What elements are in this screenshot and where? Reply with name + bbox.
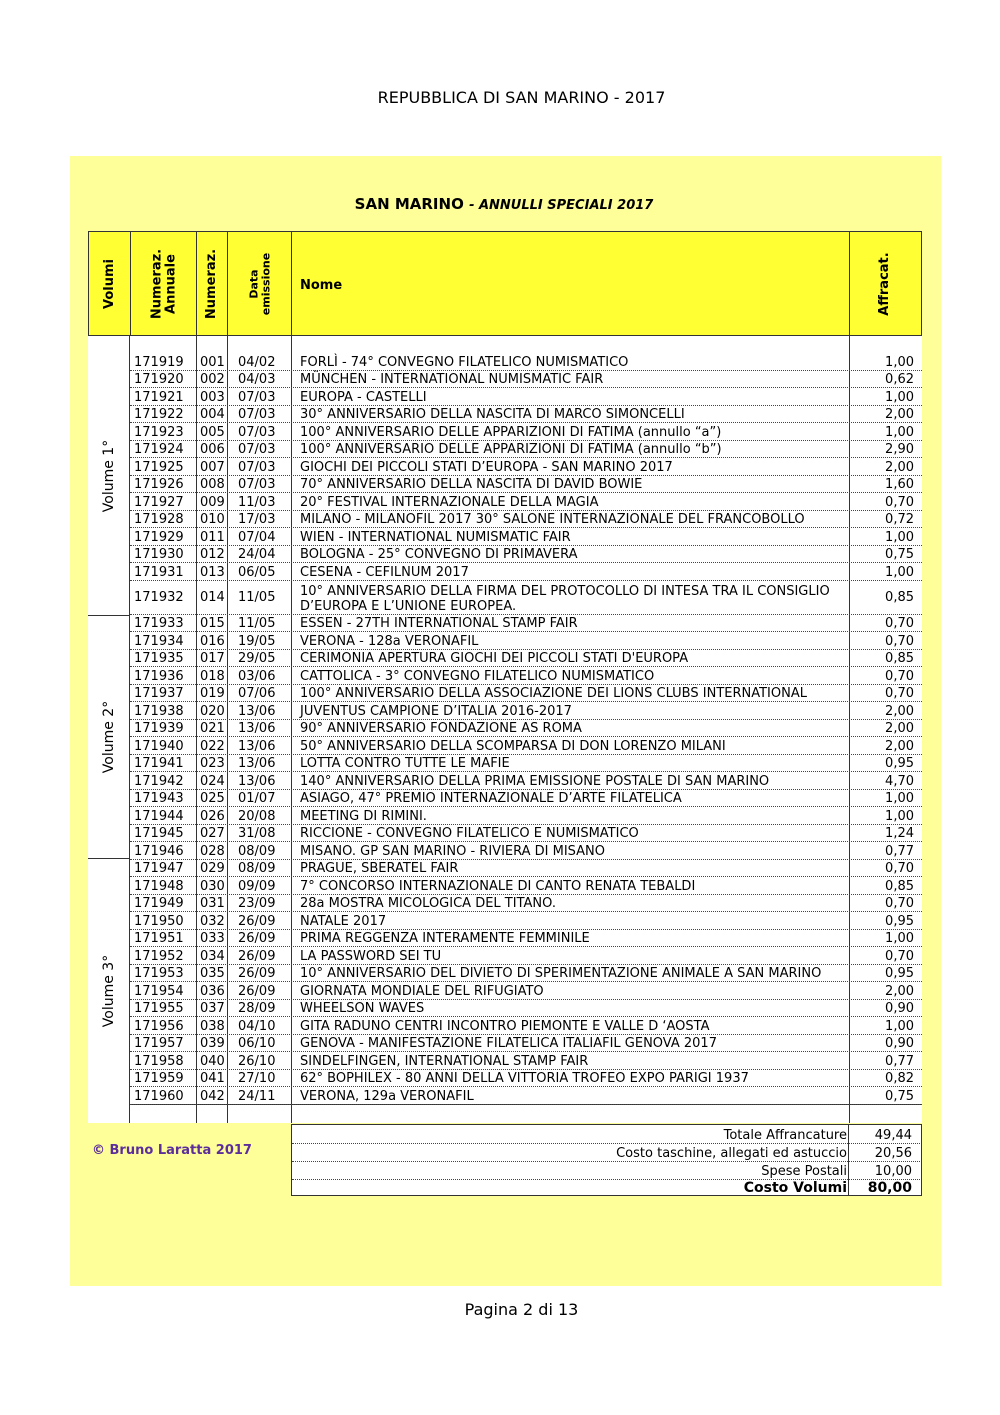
row-data-emissione: 13/06 — [238, 738, 276, 754]
title-sub: - ANNULLI SPECIALI 2017 — [469, 198, 654, 213]
row-numeraz-annuale: 171928 — [134, 512, 184, 527]
row-data-emissione: 17/03 — [238, 512, 276, 527]
row-nome: 30° ANNIVERSARIO DELLA NASCITA DI MARCO SIMONCELLI — [300, 407, 685, 422]
table-row — [130, 667, 922, 685]
row-nome: 10° ANNIVERSARIO DEL DIVIETO DI SPERIMENTAZIONE ANIMALE A SAN MARINO — [300, 966, 822, 981]
volume-3-label — [88, 859, 130, 1123]
row-affracat: 1,00 — [885, 931, 914, 946]
totals-row — [292, 1125, 920, 1144]
row-nome: ASIAGO, 47° PREMIO INTERNAZIONALE D’ARTE FILATELICA — [300, 791, 682, 806]
row-affracat: 2,00 — [885, 459, 914, 475]
header-numeraz — [197, 232, 228, 335]
row-numeraz-annuale: 171950 — [134, 913, 184, 929]
row-affracat: 0,70 — [885, 948, 914, 964]
table-row — [130, 388, 922, 406]
totals-label: Totale Affrancature — [723, 1128, 847, 1143]
row-affracat: 0,95 — [885, 913, 914, 929]
row-numeraz: 035 — [200, 966, 225, 981]
table-row — [130, 546, 922, 564]
table-row — [130, 423, 922, 441]
row-nome: 100° ANNIVERSARIO DELLE APPARIZIONI DI FATIMA (annullo “a”) — [300, 424, 722, 440]
row-nome: GENOVA - MANIFESTAZIONE FILATELICA ITALIAFIL GENOVA 2017 — [300, 1036, 717, 1051]
table-row — [130, 650, 922, 668]
row-numeraz: 032 — [200, 913, 225, 929]
row-numeraz-annuale: 171959 — [134, 1071, 184, 1086]
table-row — [130, 1087, 922, 1105]
row-numeraz-annuale: 171938 — [134, 703, 184, 719]
row-nome: MISANO. GP SAN MARINO - RIVIERA DI MISANO — [300, 843, 606, 859]
row-numeraz: 023 — [200, 756, 225, 771]
row-numeraz: 031 — [200, 896, 225, 911]
row-data-emissione: 26/09 — [238, 966, 276, 981]
row-nome: WHEELSON WAVES — [300, 1001, 425, 1016]
row-numeraz-annuale: 171960 — [134, 1088, 184, 1104]
table-row — [130, 528, 922, 546]
volume-2-text: Volume 2° — [100, 700, 117, 774]
header-data-line1: Data — [246, 268, 260, 299]
row-numeraz: 036 — [200, 983, 225, 999]
table-row — [130, 511, 922, 529]
row-data-emissione: 26/09 — [238, 913, 276, 929]
row-numeraz: 013 — [200, 564, 225, 580]
row-numeraz-annuale: 171940 — [134, 738, 184, 754]
row-data-emissione: 31/08 — [238, 826, 276, 841]
table-row — [130, 755, 922, 773]
row-numeraz-annuale: 171942 — [134, 773, 184, 789]
row-numeraz: 025 — [200, 791, 225, 806]
row-numeraz-annuale: 171934 — [134, 633, 184, 649]
row-numeraz-annuale: 171952 — [134, 948, 184, 964]
row-data-emissione: 06/10 — [238, 1036, 276, 1051]
header-numeraz-annuale-line2: Annuale — [162, 253, 178, 314]
row-data-emissione: 19/05 — [238, 633, 276, 649]
row-nome: GITA RADUNO CENTRI INCONTRO PIEMONTE E VALLE D ‘AOSTA — [300, 1018, 710, 1034]
row-data-emissione: 26/10 — [238, 1053, 276, 1069]
row-numeraz-annuale: 171939 — [134, 721, 184, 736]
row-data-emissione: 03/06 — [238, 668, 276, 684]
row-nome: NATALE 2017 — [300, 913, 387, 929]
row-numeraz: 005 — [200, 424, 225, 440]
row-nome: ESSEN - 27TH INTERNATIONAL STAMP FAIR — [300, 616, 578, 631]
totals-value: 20,56 — [874, 1146, 912, 1161]
row-affracat: 1,00 — [885, 791, 914, 806]
table-row — [130, 1000, 922, 1018]
totals-label: Spese Postali — [761, 1164, 847, 1179]
row-numeraz: 024 — [200, 773, 225, 789]
table-header — [88, 231, 922, 336]
row-data-emissione: 13/06 — [238, 773, 276, 789]
row-data-emissione: 13/06 — [238, 703, 276, 719]
totals-final-label: Costo Volumi — [743, 1180, 847, 1196]
row-numeraz-annuale: 171924 — [134, 442, 184, 457]
volume-1-text: Volume 1° — [100, 439, 117, 512]
row-nome: CESENA - CEFILNUM 2017 — [300, 564, 469, 580]
row-affracat: 1,00 — [885, 808, 914, 824]
row-nome: 100° ANNIVERSARIO DELLE APPARIZIONI DI FATIMA (annullo “b”) — [300, 442, 722, 457]
row-numeraz: 016 — [200, 633, 225, 649]
table-row — [130, 632, 922, 650]
row-numeraz-annuale: 171948 — [134, 878, 184, 894]
row-affracat: 0,85 — [885, 589, 914, 605]
table-row — [130, 947, 922, 965]
row-numeraz-annuale: 171943 — [134, 791, 184, 806]
row-affracat: 1,00 — [885, 354, 914, 370]
row-numeraz-annuale: 171949 — [134, 896, 184, 911]
row-numeraz: 029 — [200, 861, 225, 876]
row-numeraz-annuale: 171956 — [134, 1018, 184, 1034]
row-nome: PRIMA REGGENZA INTERAMENTE FEMMINILE — [300, 931, 590, 946]
row-data-emissione: 11/03 — [238, 494, 276, 510]
row-numeraz: 019 — [200, 686, 225, 701]
row-numeraz: 037 — [200, 1001, 225, 1016]
row-data-emissione: 07/03 — [238, 407, 276, 422]
row-numeraz: 041 — [200, 1071, 225, 1086]
row-data-emissione: 24/04 — [238, 547, 276, 562]
row-nome: VERONA, 129a VERONAFIL — [300, 1088, 474, 1104]
row-data-emissione: 07/03 — [238, 389, 276, 405]
table-row — [130, 912, 922, 930]
row-data-emissione: 07/04 — [238, 529, 276, 545]
row-numeraz: 039 — [200, 1036, 225, 1051]
copyright: © Bruno Laratta 2017 — [92, 1143, 252, 1158]
page-header: REPUBBLICA DI SAN MARINO - 2017 — [377, 88, 666, 107]
row-nome: GIOCHI DEI PICCOLI STATI D’EUROPA - SAN MARINO 2017 — [300, 459, 673, 475]
row-numeraz: 015 — [200, 616, 225, 631]
row-numeraz-annuale: 171932 — [134, 589, 184, 605]
totals-row-final — [292, 1178, 920, 1196]
row-data-emissione: 13/06 — [238, 721, 276, 736]
row-affracat: 0,70 — [885, 686, 914, 701]
row-affracat: 0,85 — [885, 651, 914, 666]
row-nome: WIEN - INTERNATIONAL NUMISMATIC FAIR — [300, 529, 571, 545]
row-affracat: 0,62 — [885, 372, 914, 387]
row-affracat: 2,00 — [885, 738, 914, 754]
header-numeraz-annuale-label — [150, 248, 177, 318]
row-affracat: 1,00 — [885, 529, 914, 545]
row-affracat: 4,70 — [885, 773, 914, 789]
row-numeraz-annuale: 171944 — [134, 808, 184, 824]
row-nome: LOTTA CONTRO TUTTE LE MAFIE — [300, 756, 510, 771]
row-numeraz: 028 — [200, 843, 225, 859]
row-nome: CERIMONIA APERTURA GIOCHI DEI PICCOLI STATI D'EUROPA — [300, 651, 689, 666]
table-row — [130, 737, 922, 755]
row-data-emissione: 13/06 — [238, 756, 276, 771]
totals-row — [292, 1143, 920, 1162]
table-row — [130, 807, 922, 825]
row-affracat: 0,70 — [885, 861, 914, 876]
row-numeraz: 008 — [200, 477, 225, 492]
row-numeraz: 009 — [200, 494, 225, 510]
row-affracat: 2,00 — [885, 721, 914, 736]
row-numeraz: 007 — [200, 459, 225, 475]
table-row — [130, 1035, 922, 1053]
row-nome: MEETING DI RIMINI. — [300, 808, 427, 824]
row-data-emissione: 20/08 — [238, 808, 276, 824]
row-data-emissione: 29/05 — [238, 651, 276, 666]
row-data-emissione: 26/09 — [238, 931, 276, 946]
row-data-emissione: 11/05 — [238, 589, 276, 605]
row-nome: 62° BOPHILEX - 80 ANNI DELLA VITTORIA TROFEO EXPO PARIGI 1937 — [300, 1071, 749, 1086]
row-numeraz: 021 — [200, 721, 225, 736]
row-numeraz-annuale: 171957 — [134, 1036, 184, 1051]
totals-value: 49,44 — [874, 1128, 912, 1143]
table-row — [130, 702, 922, 720]
row-numeraz-annuale: 171933 — [134, 616, 184, 631]
row-affracat: 0,95 — [885, 756, 914, 771]
row-numeraz: 004 — [200, 407, 225, 422]
row-affracat: 2,00 — [885, 407, 914, 422]
row-affracat: 2,90 — [885, 442, 914, 457]
row-numeraz: 001 — [200, 354, 225, 370]
row-affracat: 0,70 — [885, 896, 914, 911]
row-affracat: 1,60 — [885, 477, 914, 492]
document-title — [0, 195, 1000, 213]
row-data-emissione: 04/03 — [238, 372, 276, 387]
row-nome: 7° CONCORSO INTERNAZIONALE DI CANTO RENATA TEBALDI — [300, 878, 696, 894]
row-nome: 100° ANNIVERSARIO DELLA ASSOCIAZIONE DEI LIONS CLUBS INTERNATIONAL — [300, 686, 807, 701]
table-row — [130, 458, 922, 476]
row-numeraz-annuale: 171958 — [134, 1053, 184, 1069]
page-footer: Pagina 2 di 13 — [464, 1300, 579, 1319]
header-numeraz-annuale — [131, 232, 197, 335]
row-numeraz: 020 — [200, 703, 225, 719]
row-nome: PRAGUE, SBERATEL FAIR — [300, 861, 459, 876]
row-affracat: 1,00 — [885, 424, 914, 440]
header-nome-label: Nome — [300, 278, 343, 293]
row-affracat: 1,24 — [885, 826, 914, 841]
row-nome: MILANO - MILANOFIL 2017 30° SALONE INTERNAZIONALE DEL FRANCOBOLLO — [300, 512, 805, 527]
table-row — [130, 563, 922, 581]
row-affracat: 0,70 — [885, 668, 914, 684]
table-row — [130, 790, 922, 808]
table-row — [130, 842, 922, 860]
row-data-emissione: 09/09 — [238, 878, 276, 894]
row-data-emissione: 07/03 — [238, 424, 276, 440]
volume-2-label — [88, 616, 130, 859]
row-affracat: 2,00 — [885, 703, 914, 719]
row-affracat: 0,72 — [885, 512, 914, 527]
totals-box — [291, 1124, 922, 1196]
row-data-emissione: 28/09 — [238, 1001, 276, 1016]
row-numeraz: 010 — [200, 512, 225, 527]
row-affracat: 0,95 — [885, 966, 914, 981]
row-data-emissione: 07/03 — [238, 459, 276, 475]
table-row — [130, 493, 922, 511]
row-affracat: 2,00 — [885, 983, 914, 999]
row-numeraz: 030 — [200, 878, 225, 894]
row-data-emissione: 07/06 — [238, 686, 276, 701]
row-numeraz: 017 — [200, 651, 225, 666]
row-affracat: 0,70 — [885, 616, 914, 631]
table-row — [130, 860, 922, 878]
title-main: SAN MARINO — [354, 195, 464, 213]
row-nome: GIORNATA MONDIALE DEL RIFUGIATO — [300, 983, 544, 999]
row-affracat: 0,77 — [885, 1053, 914, 1069]
row-numeraz: 018 — [200, 668, 225, 684]
row-numeraz-annuale: 171941 — [134, 756, 184, 771]
row-nome: 28a MOSTRA MICOLOGICA DEL TITANO. — [300, 896, 556, 911]
row-affracat: 0,90 — [885, 1036, 914, 1051]
table-row — [130, 476, 922, 494]
row-numeraz-annuale: 171931 — [134, 564, 184, 580]
table-row — [130, 825, 922, 843]
row-data-emissione: 04/02 — [238, 354, 276, 370]
row-nome: JUVENTUS CAMPIONE D’ITALIA 2016-2017 — [300, 703, 572, 719]
row-numeraz-annuale: 171922 — [134, 407, 184, 422]
header-data-label — [248, 252, 271, 314]
header-nome — [292, 232, 850, 335]
row-numeraz: 012 — [200, 547, 225, 562]
table-row — [130, 685, 922, 703]
row-nome: 90° ANNIVERSARIO FONDAZIONE AS ROMA — [300, 721, 582, 736]
row-affracat: 1,00 — [885, 1018, 914, 1034]
row-data-emissione: 11/05 — [238, 616, 276, 631]
row-data-emissione: 01/07 — [238, 791, 276, 806]
volume-1-label — [88, 336, 130, 616]
row-numeraz: 003 — [200, 389, 225, 405]
table-row — [130, 406, 922, 424]
table-row — [130, 720, 922, 738]
table-row — [130, 1052, 922, 1070]
table-row — [130, 772, 922, 790]
row-numeraz: 042 — [200, 1088, 225, 1104]
row-numeraz-annuale: 171953 — [134, 966, 184, 981]
row-affracat: 1,00 — [885, 564, 914, 580]
row-nome: FORLÌ - 74° CONVEGNO FILATELICO NUMISMATICO — [300, 354, 629, 370]
row-nome: CATTOLICA - 3° CONVEGNO FILATELICO NUMISMATICO — [300, 668, 655, 684]
volume-3-text: Volume 3° — [100, 954, 117, 1028]
row-nome: LA PASSWORD SEI TU — [300, 948, 442, 964]
header-affracat-label: Affracat. — [877, 251, 893, 316]
row-nome: 70° ANNIVERSARIO DELLA NASCITA DI DAVID BOWIE — [300, 477, 643, 492]
row-data-emissione: 07/03 — [238, 442, 276, 457]
row-nome: 140° ANNIVERSARIO DELLA PRIMA EMISSIONE POSTALE DI SAN MARINO — [300, 773, 770, 789]
row-numeraz-annuale: 171951 — [134, 931, 184, 946]
row-numeraz: 022 — [200, 738, 225, 754]
row-numeraz: 014 — [200, 589, 225, 605]
row-numeraz-annuale: 171954 — [134, 983, 184, 999]
row-nome: VERONA - 128a VERONAFIL — [300, 633, 479, 649]
row-numeraz: 038 — [200, 1018, 225, 1034]
row-numeraz-annuale: 171927 — [134, 494, 184, 510]
table-row — [130, 353, 922, 371]
row-data-emissione: 26/09 — [238, 948, 276, 964]
row-affracat: 0,77 — [885, 843, 914, 859]
header-numeraz-label: Numeraz. — [204, 248, 220, 319]
row-numeraz: 006 — [200, 442, 225, 457]
header-data-line2: emissione — [258, 252, 272, 315]
table-row — [130, 1017, 922, 1035]
totals-value: 10,00 — [874, 1164, 912, 1179]
row-nome: 50° ANNIVERSARIO DELLA SCOMPARSA DI DON LORENZO MILANI — [300, 738, 726, 754]
row-numeraz-annuale: 171945 — [134, 826, 184, 841]
row-data-emissione: 08/09 — [238, 843, 276, 859]
row-numeraz-annuale: 171955 — [134, 1001, 184, 1016]
header-affracat — [850, 232, 920, 335]
table-row — [130, 1070, 922, 1088]
row-nome: MÜNCHEN - INTERNATIONAL NUMISMATIC FAIR — [300, 372, 604, 387]
row-data-emissione: 27/10 — [238, 1071, 276, 1086]
row-numeraz-annuale: 171923 — [134, 424, 184, 440]
row-data-emissione: 07/03 — [238, 477, 276, 492]
row-numeraz-annuale: 171935 — [134, 651, 184, 666]
table-row — [130, 581, 922, 615]
row-numeraz-annuale: 171930 — [134, 547, 184, 562]
row-nome: 20° FESTIVAL INTERNAZIONALE DELLA MAGIA — [300, 494, 599, 510]
row-data-emissione: 06/05 — [238, 564, 276, 580]
header-volumi-label: Volumi — [101, 258, 117, 309]
row-numeraz-annuale: 171936 — [134, 668, 184, 684]
row-affracat: 0,85 — [885, 878, 914, 894]
row-nome: 10° ANNIVERSARIO DELLA FIRMA DEL PROTOCOLLO DI INTESA TRA IL CONSIGLIO D’EUROPA E L’UNIONE EUROPEA. — [300, 583, 830, 614]
header-volumi — [89, 232, 131, 335]
header-data-emissione — [228, 232, 292, 335]
row-numeraz: 011 — [200, 529, 225, 545]
table-row — [130, 877, 922, 895]
row-numeraz: 027 — [200, 826, 225, 841]
row-numeraz-annuale: 171946 — [134, 843, 184, 859]
row-affracat: 0,75 — [885, 547, 914, 562]
table-row — [130, 441, 922, 459]
table-row — [130, 982, 922, 1000]
table-row — [130, 615, 922, 633]
totals-final-value: 80,00 — [867, 1180, 912, 1196]
row-affracat: 0,75 — [885, 1088, 914, 1104]
row-affracat: 0,82 — [885, 1071, 914, 1086]
row-nome: RICCIONE - CONVEGNO FILATELICO E NUMISMATICO — [300, 826, 639, 841]
row-numeraz-annuale: 171919 — [134, 354, 184, 370]
table-row — [130, 371, 922, 389]
table-row — [130, 930, 922, 948]
row-numeraz: 002 — [200, 372, 225, 387]
row-affracat: 0,90 — [885, 1001, 914, 1016]
row-numeraz: 040 — [200, 1053, 225, 1069]
header-numeraz-annuale-line1: Numeraz. — [148, 248, 164, 319]
row-numeraz-annuale: 171947 — [134, 861, 184, 876]
row-affracat: 1,00 — [885, 389, 914, 405]
row-numeraz: 026 — [200, 808, 225, 824]
row-numeraz-annuale: 171926 — [134, 477, 184, 492]
totals-label: Costo taschine, allegati ed astuccio — [616, 1146, 847, 1161]
row-numeraz-annuale: 171925 — [134, 459, 184, 475]
row-nome: EUROPA - CASTELLI — [300, 389, 427, 405]
row-data-emissione: 04/10 — [238, 1018, 276, 1034]
table-row — [130, 965, 922, 983]
row-data-emissione: 23/09 — [238, 896, 276, 911]
row-numeraz: 033 — [200, 931, 225, 946]
row-numeraz-annuale: 171921 — [134, 389, 184, 405]
row-data-emissione: 26/09 — [238, 983, 276, 999]
row-nome: BOLOGNA - 25° CONVEGNO DI PRIMAVERA — [300, 547, 578, 562]
row-numeraz-annuale: 171920 — [134, 372, 184, 387]
row-numeraz-annuale: 171929 — [134, 529, 184, 545]
row-affracat: 0,70 — [885, 633, 914, 649]
row-data-emissione: 08/09 — [238, 861, 276, 876]
table-row — [130, 895, 922, 913]
row-data-emissione: 24/11 — [238, 1088, 276, 1104]
row-nome: SINDELFINGEN, INTERNATIONAL STAMP FAIR — [300, 1053, 589, 1069]
row-affracat: 0,70 — [885, 494, 914, 510]
row-numeraz-annuale: 171937 — [134, 686, 184, 701]
row-numeraz: 034 — [200, 948, 225, 964]
